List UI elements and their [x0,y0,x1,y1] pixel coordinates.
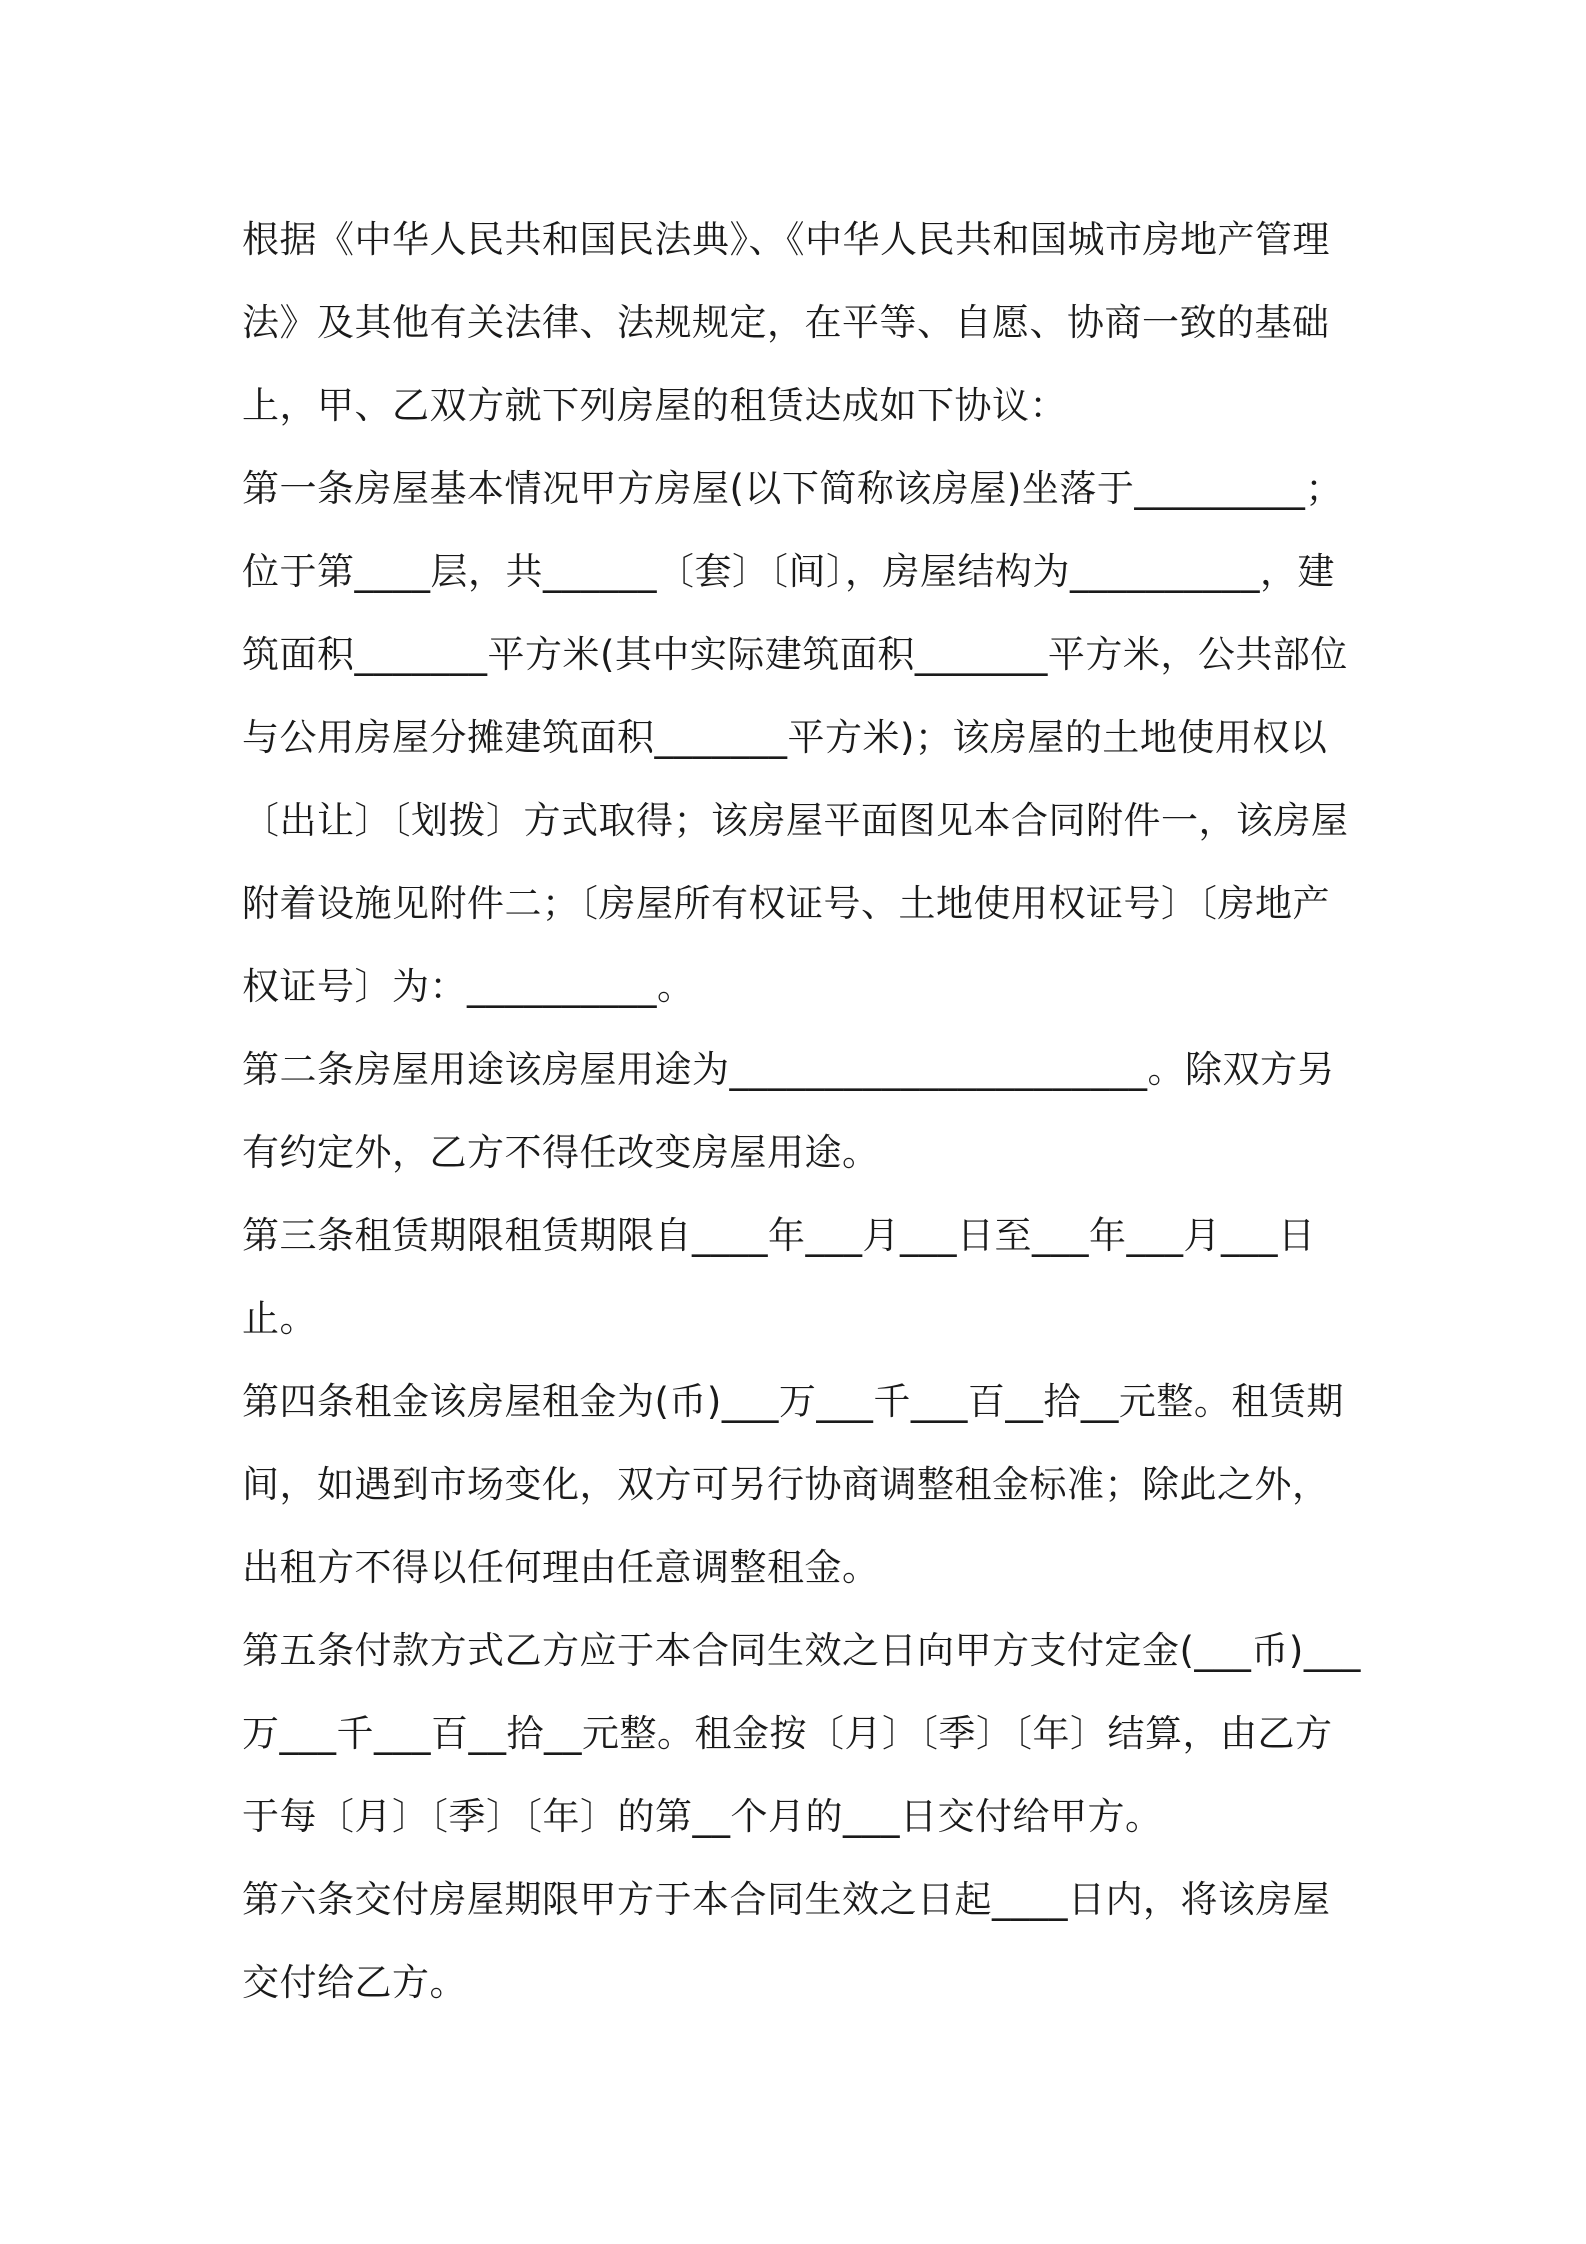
article-2-paragraph: 第二条房屋用途该房屋用途为______________________。除双方另有约定外，乙方不得任改变房屋用途。 [242,1048,1335,1174]
article-3-paragraph: 第三条租赁期限租赁期限自____年___月___日至___年___月___日止。 [242,1214,1316,1340]
intro-paragraph: 根据《中华人民共和国民法典》、《中华人民共和国城市房地产管理法》及其他有关法律、法规规定，在平等、自愿、协商一致的基础上，甲、乙双方就下列房屋的租赁达成如下协议： [242,218,1330,427]
article-5-paragraph: 第五条付款方式乙方应于本合同生效之日向甲方支付定金(___币)___万___千___百__拾__元整。租金按〔月〕〔季〕〔年〕结算，由乙方于每〔月〕〔季〕〔年〕的第__个月的___日交付给甲方。 [242,1629,1361,1838]
article-4-paragraph: 第四条租金该房屋租金为(币)___万___千___百__拾__元整。租赁期间，如遇到市场变化，双方可另行协商调整租金标准；除此之外，出租方不得以任何理由任意调整租金。 [242,1380,1344,1589]
document-body [242,198,1362,2024]
article-6-paragraph: 第六条交付房屋期限甲方于本合同生效之日起____日内，将该房屋交付给乙方。 [242,1878,1331,2004]
article-1-paragraph: 第一条房屋基本情况甲方房屋(以下简称该房屋)坐落于_________；位于第____层，共______〔套〕〔间〕，房屋结构为__________，建筑面积_______平方米(其中实际建筑面积_______平方米，公共部位与公用房屋分摊建筑面积_______平方米)；该房屋的土地使用权以〔出让〕〔划拨〕方式取得；该房屋平面图见本合同附件一，该房屋附着设施见附件二；〔房屋所有权证号、土地使用权证号〕〔房地产权证号〕为：__________。 [242,467,1349,1008]
